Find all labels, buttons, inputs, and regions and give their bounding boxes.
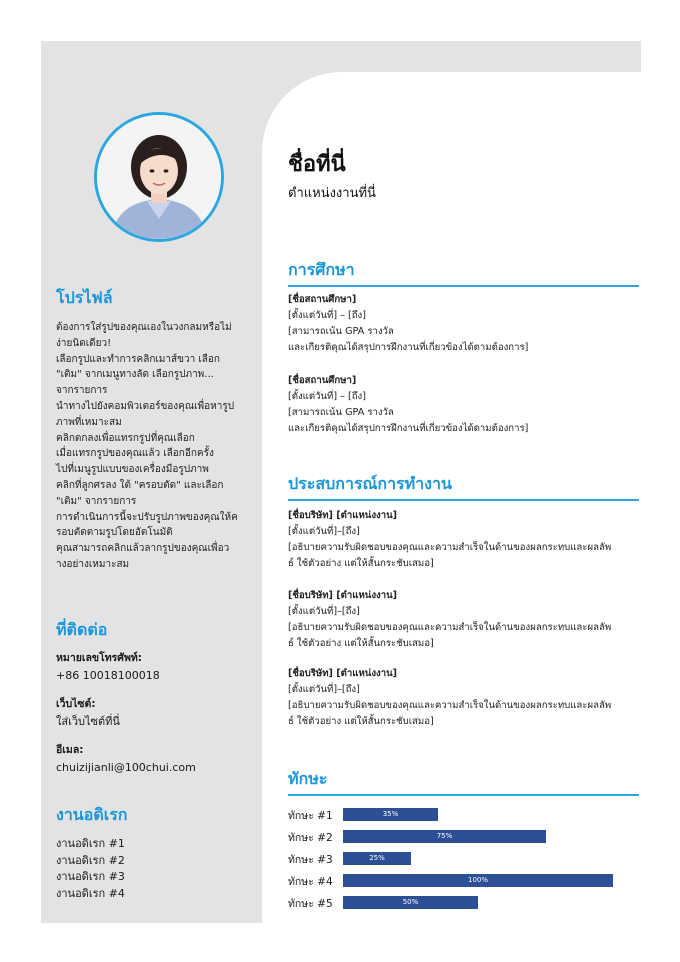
skill-bar: 75% (343, 830, 546, 843)
education-dates: [ตั้งแต่วันที่] – [ถึง] (288, 310, 366, 321)
experience-entry (288, 588, 643, 652)
profile-line: "เติม" จากรายการ (56, 495, 137, 507)
hobby-item: งานอดิเรก #2 (56, 853, 125, 867)
education-dates: [ตั้งแต่วันที่] – [ถึง] (288, 391, 366, 402)
experience-entry (288, 508, 643, 572)
skill-bar: 50% (343, 896, 478, 909)
education-detail: และเกียรติคุณได้สรุปการฝึกงานที่เกี่ยวข้องได้ตามต้องการ] (288, 342, 529, 353)
skills-heading: ทักษะ (288, 767, 639, 796)
education-detail: [สามารถเน้น GPA รางวัล (288, 326, 394, 337)
skill-label: ทักษะ #2 (288, 832, 333, 844)
education-detail: [สามารถเน้น GPA รางวัล (288, 407, 394, 418)
profile-line: เลือกรูปและทำการคลิกเมาส์ขวา เลือก (56, 353, 220, 365)
education-entry (288, 292, 643, 356)
contact-heading: ที่ติดต่อ (56, 620, 108, 639)
skill-bar: 100% (343, 874, 613, 887)
experience-detail: ธ์ ใช้ตัวอย่าง แต่ให้สั้นกระชับเสมอ] (288, 638, 434, 649)
skill-label: ทักษะ #1 (288, 810, 333, 822)
profile-line: ไปที่เมนูรูปแบบของเครื่องมือรูปภาพ (56, 464, 209, 476)
skill-bar: 25% (343, 852, 411, 865)
profile-text (56, 320, 256, 573)
experience-detail: ธ์ ใช้ตัวอย่าง แต่ให้สั้นกระชับเสมอ] (288, 716, 434, 727)
profile-heading: โปรไฟล์ (56, 288, 113, 307)
profile-line: คุณสามารถคลิกแล้วลากรูปของคุณเพื่อว (56, 543, 230, 555)
school-name: [ชื่อสถานศึกษา] (288, 375, 357, 386)
company-position: [ชื่อบริษัท] [ตำแหน่งงาน] (288, 590, 398, 601)
profile-line: คลิกที่ลูกศรลง ใต้ "ครอบตัด" และเลือก (56, 479, 224, 491)
hobbies-heading: งานอดิเรก (56, 805, 128, 824)
experience-detail: [อธิบายความรับผิดชอบของคุณและความสำเร็จในด้านของผลกระทบและผลลัพ (288, 700, 612, 711)
company-position: [ชื่อบริษัท] [ตำแหน่งงาน] (288, 668, 398, 679)
profile-line: ง่ายนิดเดียว! (56, 337, 112, 349)
experience-dates: [ตั้งแต่วันที่]–[ถึง] (288, 684, 360, 695)
education-heading: การศึกษา (288, 258, 639, 287)
contact-section (56, 650, 256, 788)
profile-line: ภาพที่เหมาะสม (56, 416, 122, 428)
skill-label: ทักษะ #5 (288, 898, 333, 910)
experience-dates: [ตั้งแต่วันที่]–[ถึง] (288, 606, 360, 617)
phone-label: หมายเลขโทรศัพท์: (56, 652, 142, 664)
person-name: ชื่อที่นี่ (288, 152, 346, 177)
email-label: อีเมล: (56, 744, 84, 756)
profile-line: "เติม" จากเมนูทางลัด เลือกรูปภาพ... (56, 369, 214, 381)
hobby-item: งานอดิเรก #4 (56, 886, 125, 900)
profile-line: จากรายการ (56, 385, 108, 397)
experience-detail: [อธิบายความรับผิดชอบของคุณและความสำเร็จในด้านของผลกระทบและผลลัพ (288, 542, 612, 553)
profile-line: คลิกตกลงเพื่อแทรกรูปที่คุณเลือก (56, 432, 195, 444)
profile-line: ต้องการใส่รูปของคุณเองในวงกลมหรือไม่ (56, 322, 232, 333)
experience-heading: ประสบการณ์การทำงาน (288, 472, 639, 501)
experience-entry (288, 666, 643, 730)
website-label: เว็บไซต์: (56, 698, 96, 710)
profile-line: นำทางไปยังคอมพิวเตอร์ของคุณเพื่อหารูป (56, 400, 235, 412)
hobbies-list (56, 836, 125, 902)
skill-bar: 35% (343, 808, 438, 821)
profile-photo[interactable] (94, 112, 224, 242)
profile-line: รอบตัดตามรูปโดยอัตโนมัติ (56, 527, 173, 539)
skill-label: ทักษะ #4 (288, 876, 333, 888)
hobby-item: งานอดิเรก #1 (56, 837, 125, 850)
website-value[interactable]: ใส่เว็บไซต์ที่นี่ (56, 715, 120, 728)
email-value[interactable]: chuizijianli@100chui.com (56, 761, 196, 774)
company-position: [ชื่อบริษัท] [ตำแหน่งงาน] (288, 510, 398, 521)
phone-value[interactable]: +86 10018100018 (56, 669, 160, 682)
experience-dates: [ตั้งแต่วันที่]–[ถึง] (288, 526, 360, 537)
education-entry (288, 373, 643, 437)
experience-detail: ธ์ ใช้ตัวอย่าง แต่ให้สั้นกระชับเสมอ] (288, 558, 434, 569)
hobby-item: งานอดิเรก #3 (56, 870, 125, 883)
profile-line: การดำเนินการนี้จะปรับรูปภาพของคุณให้ค (56, 511, 238, 523)
education-detail: และเกียรติคุณได้สรุปการฝึกงานที่เกี่ยวข้องได้ตามต้องการ] (288, 423, 529, 434)
skill-label: ทักษะ #3 (288, 854, 333, 866)
experience-detail: [อธิบายความรับผิดชอบของคุณและความสำเร็จในด้านของผลกระทบและผลลัพ (288, 622, 612, 633)
school-name: [ชื่อสถานศึกษา] (288, 294, 357, 305)
job-title: ตำแหน่งงานที่นี่ (288, 186, 376, 201)
header-background-strip (262, 41, 641, 72)
profile-line: างอย่างเหมาะสม (56, 558, 130, 570)
profile-line: เมื่อแทรกรูปของคุณแล้ว เลือกอีกครั้ง (56, 448, 214, 460)
